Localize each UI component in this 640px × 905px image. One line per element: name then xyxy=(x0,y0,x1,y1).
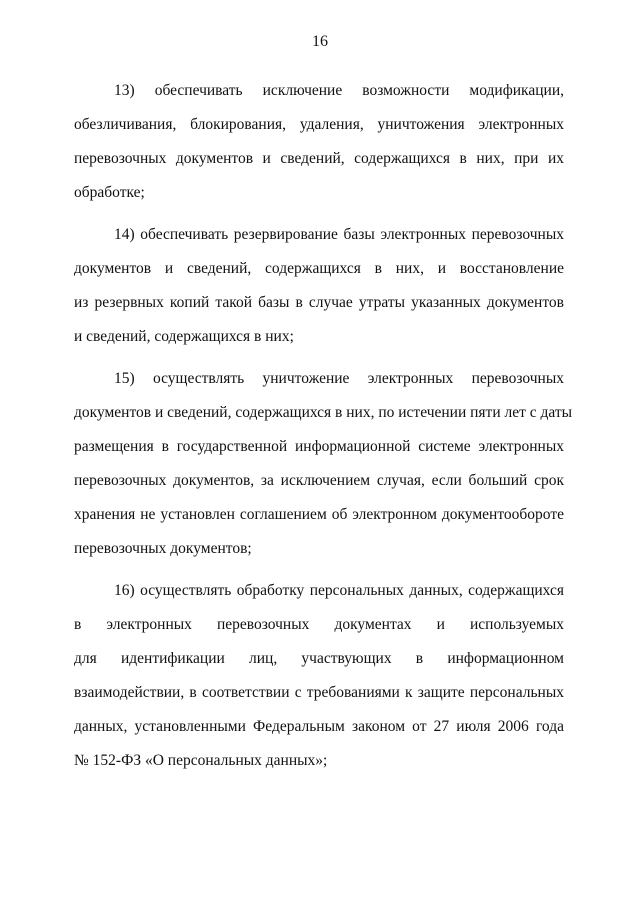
paragraph-15 xyxy=(74,362,573,566)
paragraph-16 xyxy=(74,574,564,778)
paragraph-line: 13) обеспечивать исключение возможности модификации, xyxy=(114,82,564,99)
paragraph-line: размещения в государственной информационной системе электронных xyxy=(74,438,564,455)
paragraph-line: документов и сведений, содержащихся в них, и восстановление xyxy=(74,260,564,277)
paragraph-14 xyxy=(74,218,564,354)
paragraph-13 xyxy=(74,74,564,210)
page-number: 16 xyxy=(312,33,328,50)
paragraph-line: обезличивания, блокирования, удаления, уничтожения электронных xyxy=(74,116,564,133)
paragraph-line: 14) обеспечивать резервирование базы электронных перевозочных xyxy=(114,226,564,243)
paragraph-line: взаимодействии, в соответствии с требованиями к защите персональных xyxy=(74,684,564,701)
paragraph-line: обработке; xyxy=(74,184,145,201)
paragraph-line: перевозочных документов; xyxy=(74,540,252,557)
paragraph-line: в электронных перевозочных документах и используемых xyxy=(74,616,564,633)
paragraph-line: для идентификации лиц, участвующих в информационном xyxy=(74,650,564,667)
document-body xyxy=(74,74,573,778)
paragraph-line: документов и сведений, содержащихся в них, по истечении пяти лет с даты xyxy=(74,404,573,421)
paragraph-line: и сведений, содержащихся в них; xyxy=(74,328,294,345)
paragraph-line: хранения не установлен соглашением об электронном документообороте xyxy=(74,506,564,523)
paragraph-line: перевозочных документов и сведений, содержащихся в них, при их xyxy=(74,150,564,167)
paragraph-line: 16) осуществлять обработку персональных данных, содержащихся xyxy=(114,582,564,599)
paragraph-line: 15) осуществлять уничтожение электронных перевозочных xyxy=(114,370,564,387)
paragraph-line: данных, установленными Федеральным законом от 27 июля 2006 года xyxy=(74,718,564,735)
paragraph-line: из резервных копий такой базы в случае утраты указанных документов xyxy=(74,294,564,311)
paragraph-line: перевозочных документов, за исключением случая, если больший срок xyxy=(74,472,564,489)
paragraph-line: № 152-ФЗ «О персональных данных»; xyxy=(74,752,328,769)
